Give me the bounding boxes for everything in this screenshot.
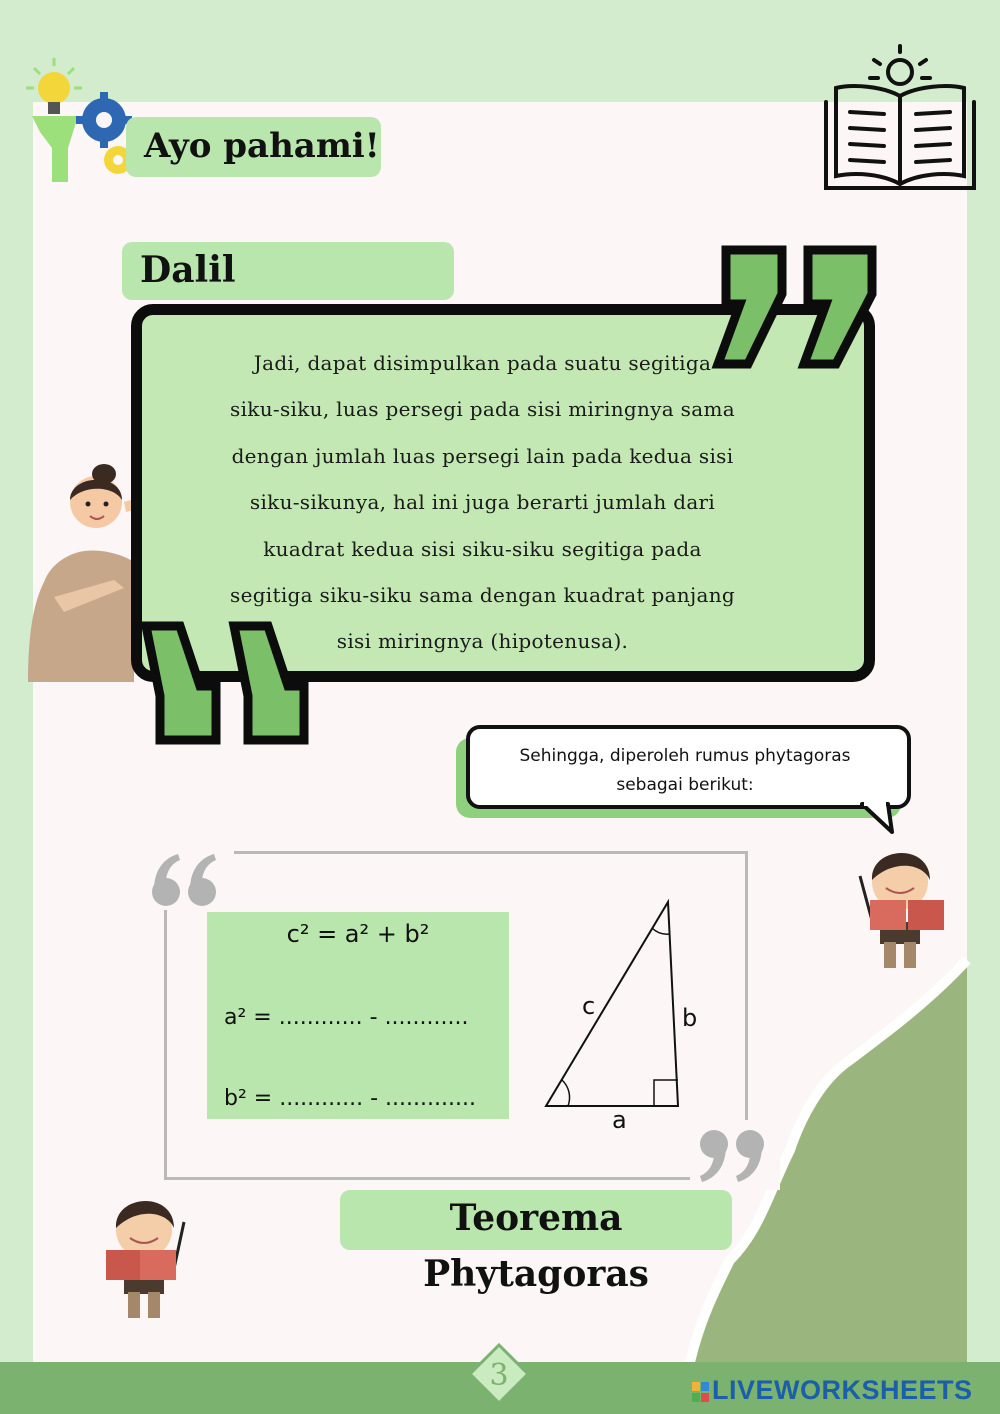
bubble-tail xyxy=(860,800,896,836)
page-number-badge xyxy=(468,1343,530,1405)
header-title: Ayo pahami! xyxy=(126,117,381,177)
quote-line: sisi miringnya (hipotenusa). xyxy=(336,629,629,654)
quote-line: kuadrat kedua sisi siku-siku segitiga pada xyxy=(263,536,702,561)
main-formula: c² = a² + b² xyxy=(286,920,430,948)
gray-open-quote-icon xyxy=(150,852,220,908)
bubble-line-1: Sehingga, diperoleh rumus phytagoras xyxy=(519,746,851,766)
idea-gears-icon xyxy=(18,52,138,187)
gray-close-quote-icon xyxy=(696,1128,766,1184)
section-title: Dalil xyxy=(122,242,454,300)
brand-text[interactable]: LIVEWORKSHEETS xyxy=(712,1375,973,1405)
page-number: 3 xyxy=(489,1358,509,1393)
triangle-label-b: b xyxy=(682,1004,698,1032)
quote-line: dengan jumlah luas persegi lain pada kedua sisi xyxy=(231,443,734,468)
bubble-text xyxy=(470,742,900,800)
quote-line: segitiga siku-siku sama dengan kuadrat panjang xyxy=(230,583,735,608)
triangle-label-c: c xyxy=(582,992,596,1020)
quote-paragraph xyxy=(180,340,785,665)
teacher-illustration xyxy=(24,462,144,682)
boy-with-book-illustration xyxy=(96,1186,192,1322)
boy-with-book-illustration xyxy=(852,836,948,972)
quote-line: siku-sikunya, hal ini juga berarti jumlah dari xyxy=(249,490,716,515)
b-squared-formula: b² = ............ - ............. xyxy=(224,1086,476,1111)
triangle-label-a: a xyxy=(612,1106,627,1134)
theorem-title: Teorema Phytagoras xyxy=(340,1190,732,1250)
quote-line: siku-siku, luas persegi pada sisi miringnya sama xyxy=(230,397,735,422)
quote-line: Jadi, dapat disimpulkan pada suatu segitiga xyxy=(253,351,712,375)
right-triangle-diagram xyxy=(540,896,710,1136)
brand-logo xyxy=(692,1375,973,1406)
brand-icon xyxy=(692,1380,710,1404)
a-squared-formula: a² = ............ - ............ xyxy=(224,1005,469,1030)
open-book-icon xyxy=(822,42,978,192)
bubble-line-2: sebagai berikut: xyxy=(616,775,754,795)
